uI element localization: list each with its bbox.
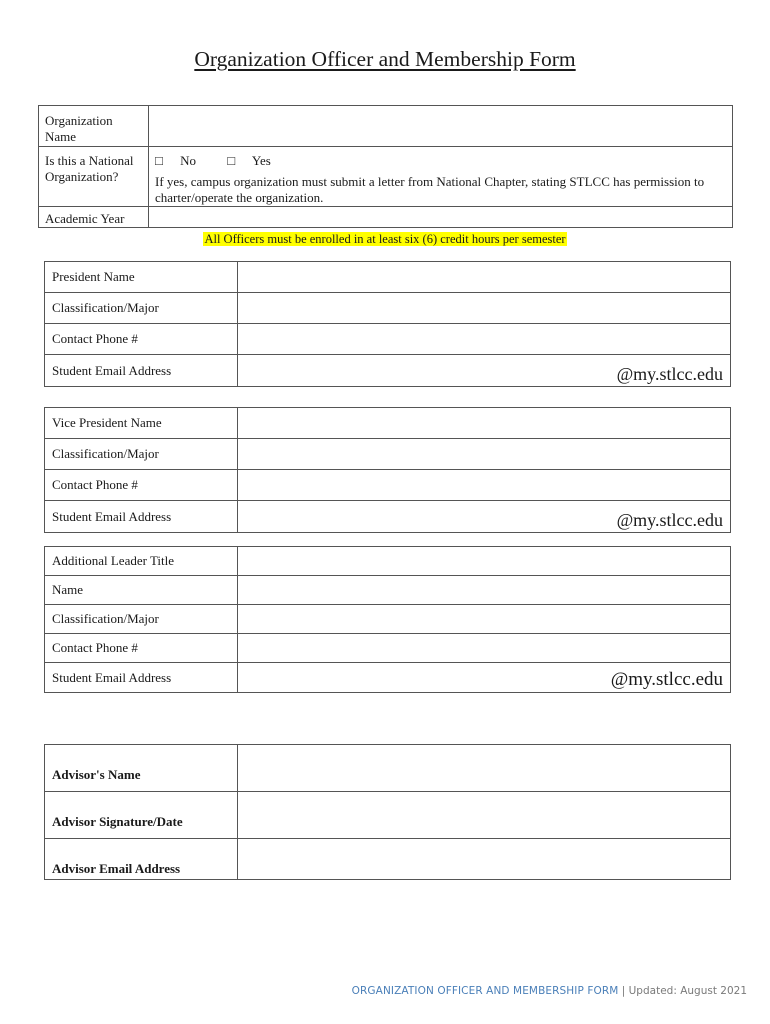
advisor-name-field[interactable] [238, 745, 731, 792]
vice-president-classification-field[interactable] [238, 439, 731, 470]
advisor-table [44, 744, 731, 880]
additional-leader-classification-field[interactable] [238, 605, 731, 634]
additional-leader-title-field[interactable] [238, 547, 731, 576]
enrollment-notice-text: All Officers must be enrolled in at least six (6) credit hours per semester [204, 232, 566, 246]
additional-leader-phone-field[interactable] [238, 634, 731, 663]
president-email-field[interactable]: @my.stlcc.edu [238, 355, 731, 387]
additional-leader-email-field[interactable]: @my.stlcc.edu [238, 663, 731, 693]
advisor-email-label: Advisor Email Address [45, 839, 238, 880]
additional-leader-name-field[interactable] [238, 576, 731, 605]
president-email-label: Student Email Address [45, 355, 238, 387]
national-organization-field [149, 147, 733, 207]
president-phone-label: Contact Phone # [45, 324, 238, 355]
vice-president-email-label: Student Email Address [45, 501, 238, 533]
no-label: No [180, 153, 196, 168]
vice-president-table [44, 407, 731, 533]
national-organization-label: Is this a National Organization? [39, 147, 149, 207]
academic-year-label: Academic Year [39, 207, 149, 228]
president-table [44, 261, 731, 387]
academic-year-field[interactable] [149, 207, 733, 228]
page-footer [352, 985, 747, 997]
president-phone-field[interactable] [238, 324, 731, 355]
no-option[interactable] [155, 153, 210, 168]
vice-president-phone-field[interactable] [238, 470, 731, 501]
additional-leader-table [44, 546, 731, 693]
president-name-field[interactable] [238, 262, 731, 293]
advisor-signature-label: Advisor Signature/Date [45, 792, 238, 839]
vice-president-phone-label: Contact Phone # [45, 470, 238, 501]
advisor-signature-field[interactable] [238, 792, 731, 839]
vice-president-name-field[interactable] [238, 408, 731, 439]
additional-leader-title-label: Additional Leader Title [45, 547, 238, 576]
vice-president-email-field[interactable]: @my.stlcc.edu [238, 501, 731, 533]
organization-info-table [38, 105, 733, 228]
additional-leader-email-label: Student Email Address [45, 663, 238, 693]
vice-president-name-label: Vice President Name [45, 408, 238, 439]
yes-label: Yes [251, 153, 271, 168]
additional-leader-name-label: Name [45, 576, 238, 605]
footer-form-name: ORGANIZATION OFFICER AND MEMBERSHIP FORM [351, 985, 619, 997]
yes-checkbox[interactable]: □ [227, 153, 236, 168]
enrollment-notice [0, 232, 770, 247]
additional-leader-phone-label: Contact Phone # [45, 634, 238, 663]
yes-option[interactable] [227, 153, 285, 168]
no-checkbox[interactable]: □ [155, 153, 163, 168]
form-title: Organization Officer and Membership Form [194, 47, 576, 71]
president-classification-field[interactable] [238, 293, 731, 324]
organization-name-label: Organization Name [39, 106, 149, 147]
national-note: If yes, campus organization must submit a letter from National Chapter, stating STLCC has permission to charter/operate the organization. [155, 174, 705, 205]
organization-name-field[interactable] [149, 106, 733, 147]
advisor-name-label: Advisor's Name [45, 745, 238, 792]
advisor-email-field[interactable] [238, 839, 731, 880]
president-classification-label: Classification/Major [45, 293, 238, 324]
president-name-label: President Name [45, 262, 238, 293]
vice-president-classification-label: Classification/Major [45, 439, 238, 470]
footer-updated: | Updated: August 2021 [621, 985, 747, 997]
additional-leader-classification-label: Classification/Major [45, 605, 238, 634]
